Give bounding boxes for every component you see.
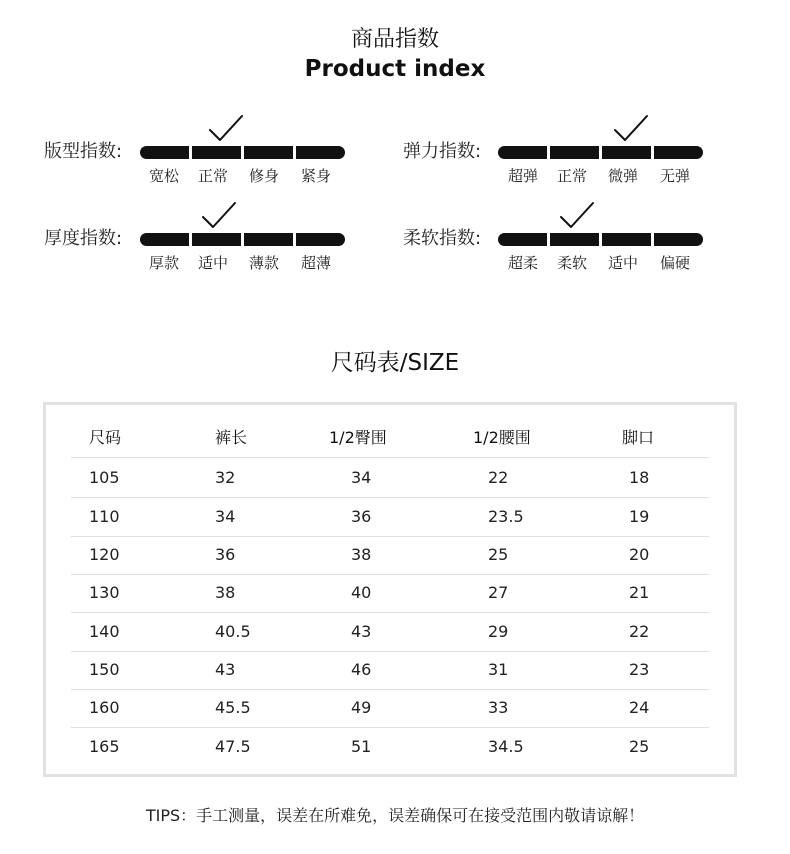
table-cell: 130 [89,583,120,602]
elasticity-index-label: 弹力指数: [403,141,482,162]
table-cell: 45.5 [215,698,251,717]
table-cell: 23.5 [488,507,524,526]
table-cell: 33 [488,698,509,717]
bar-segment [498,233,547,246]
table-cell: 23 [629,660,650,679]
fit-option: 宽松 [148,167,179,185]
table-cell: 40.5 [215,622,251,641]
table-row [71,613,709,652]
bar-segment [140,146,189,159]
table-cell: 20 [629,545,650,564]
table-cell: 32 [215,468,236,487]
bar-segment [654,233,703,246]
elasticity-option: 正常 [556,167,587,185]
softness-option: 偏硬 [659,254,690,272]
column-header: 1/2臀围 [329,428,387,447]
checkmark-icon [559,201,595,237]
table-cell: 36 [351,507,372,526]
measurement-tips: TIPS：手工测量，误差在所难免，误差确保可在接受范围内敬请谅解！ [145,806,645,825]
table-cell: 34 [351,468,372,487]
softness-option: 适中 [607,254,638,272]
page-title-cn: 商品指数 [350,27,439,52]
table-cell: 38 [351,545,372,564]
table-cell: 22 [629,622,650,641]
elasticity-option: 微弹 [607,167,638,185]
softness-option: 超柔 [507,254,538,272]
table-cell: 150 [89,660,120,679]
bar-segment [296,233,345,246]
softness-index [403,227,703,287]
softness-option: 柔软 [556,254,587,272]
table-cell: 34 [215,507,236,526]
checkmark-icon [613,114,649,150]
bar-segment [550,146,599,159]
table-cell: 19 [629,507,650,526]
column-header: 脚口 [622,428,655,447]
bar-segment [244,233,293,246]
table-cell: 36 [215,545,236,564]
table-cell: 31 [488,660,509,679]
thickness-option: 超薄 [300,254,331,272]
elasticity-option: 超弹 [507,167,538,185]
fit-index-label: 版型指数: [44,141,123,162]
size-table-title: 尺码表/SIZE [330,350,460,376]
table-cell: 47.5 [215,737,251,756]
column-header: 尺码 [89,428,122,447]
table-cell: 120 [89,545,120,564]
bar-segment [498,146,547,159]
elasticity-index-bar [498,146,703,159]
table-cell: 43 [351,622,372,641]
bar-segment [654,146,703,159]
checkmark-icon [201,201,237,237]
table-cell: 43 [215,660,236,679]
fit-index [44,140,344,200]
table-row [71,498,709,537]
fit-option: 正常 [197,167,228,185]
table-cell: 25 [488,545,509,564]
thickness-index [44,227,344,287]
bar-segment [244,146,293,159]
bar-segment [602,233,651,246]
table-cell: 24 [629,698,650,717]
table-cell: 25 [629,737,650,756]
thickness-option: 适中 [197,254,228,272]
table-cell: 38 [215,583,236,602]
softness-index-label: 柔软指数: [403,228,482,249]
table-cell: 51 [351,737,372,756]
fit-option: 紧身 [300,167,331,185]
thickness-index-bar [140,233,345,246]
table-cell: 105 [89,468,120,487]
table-cell: 34.5 [488,737,524,756]
table-cell: 140 [89,622,120,641]
table-cell: 49 [351,698,372,717]
table-cell: 22 [488,468,509,487]
bar-segment [140,233,189,246]
column-header: 裤长 [215,428,248,447]
table-cell: 21 [629,583,650,602]
table-cell: 46 [351,660,372,679]
checkmark-icon [208,114,244,150]
table-cell: 160 [89,698,120,717]
table-row [71,728,709,766]
table-cell: 40 [351,583,372,602]
table-cell: 29 [488,622,509,641]
size-table [43,402,737,777]
thickness-option: 薄款 [248,254,279,272]
thickness-index-label: 厚度指数: [44,228,123,249]
thickness-option: 厚款 [148,254,179,272]
table-cell: 165 [89,737,120,756]
table-header-row [71,419,709,458]
page-title-en: Product index [304,56,486,82]
elasticity-index [403,140,703,200]
table-row [71,651,709,690]
table-cell: 27 [488,583,509,602]
bar-segment [296,146,345,159]
table-row [71,574,709,613]
softness-index-bar [498,233,703,246]
table-cell: 110 [89,507,120,526]
column-header: 1/2腰围 [473,428,531,447]
table-row [71,689,709,728]
elasticity-option: 无弹 [659,167,690,185]
table-row [71,459,709,498]
table-cell: 18 [629,468,650,487]
fit-option: 修身 [248,167,279,185]
table-row [71,536,709,575]
